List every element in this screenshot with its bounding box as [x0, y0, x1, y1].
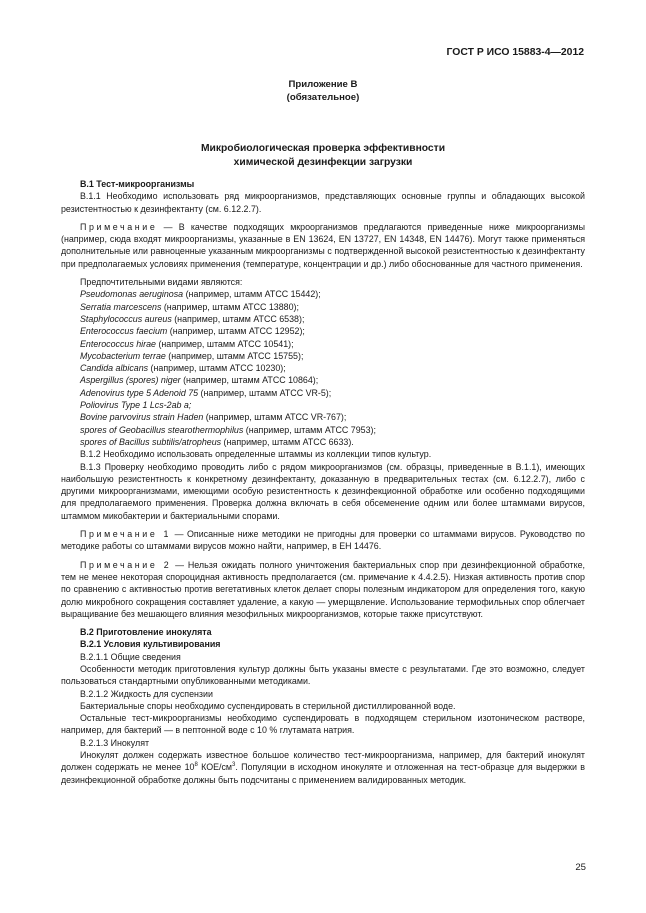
organism-name: Bovine parvovirus strain Haden — [80, 412, 204, 423]
organism-strain: (например, штамм АТСС 6633). — [221, 436, 354, 447]
list-item — [61, 350, 585, 362]
note-label: Примечание — [80, 221, 158, 232]
standard-code: ГОСТ Р ИСО 15883-4—2012 — [446, 47, 584, 58]
list-item — [61, 411, 585, 423]
document-body — [61, 178, 585, 786]
note-2-text: — Нельзя ожидать полного уничтожения бактериальных спор при дезинфекционной обработке, тем не менее некоторая спороцидная активность предполагается (см. примечание к 4.4.2.5). Низкая активность против спор по сравнению с активностью против вегетативных клеток делает споры полезным индикатором для определения того, какую долю микробного сокращения составляет удаление, а какую — умерщвление. Использование термофильных спор облегчает выращивание без мешающего влияния мезофильных микроорганизмов, которые также присутствуют. — [61, 559, 585, 619]
organism-name: Candida albicans — [80, 363, 149, 374]
organism-name: spores of Geobacillus stearothermophilus — [80, 424, 244, 435]
organism-name: Aspergillus (spores) niger — [80, 375, 181, 386]
list-item — [61, 399, 585, 411]
organism-strain: (например, штамм АТСС 15755); — [165, 350, 304, 361]
paragraph-b2-1-1: Особенности методик приготовления культур должны быть указаны вместе с результатами. Где это возможно, следует пользоваться стандартными опубликованными методиками. — [61, 663, 585, 687]
list-item — [61, 424, 585, 436]
paragraph-b2-1-2-a: Бактериальные споры необходимо суспендировать в стерильной дистиллированной воде. — [80, 700, 456, 711]
list-item — [61, 325, 585, 337]
annex-title: Приложение В — [288, 79, 358, 90]
organism-name: Enterococcus faecium — [80, 326, 168, 337]
section-title-line2: химической дезинфекции загрузки — [233, 157, 413, 168]
heading-b1: В.1 Тест-микроорганизмы — [80, 179, 195, 189]
organism-strain: (например, штамм АТСС 10864); — [180, 375, 319, 386]
paragraph-b2-1-2-b: Остальные тест-микроорганизмы необходимо суспендировать в подходящем стерильном изотоническом растворе, например, для бактерий — в пептонной воде с 10 % глутамата натрия. — [61, 713, 585, 736]
organism-strain: (например, штамм АТСС VR-767); — [203, 412, 347, 423]
organism-name: Enterococcus hirae — [80, 338, 156, 349]
inoculum-text-b: КОЕ/см — [197, 762, 233, 773]
organism-strain: (например, штамм АТСС 12952); — [167, 326, 305, 337]
exponent-8: 8 — [194, 762, 198, 769]
inoculum-text-a: Инокулят должен содержать известное большое количество тест-микроорганизма, например, для бактерий инокулят должен содержать не менее 10 — [61, 750, 585, 773]
note-1-text: — Описанные ниже методики не пригодны для проверки со штаммами вирусов. Руководство по методике работы со штаммами вирусов можно найти, например, в ЕН 14476. — [61, 529, 585, 552]
organism-strain: (например, штамм АТСС VR-5); — [198, 387, 332, 398]
paragraph-b1-2: В.1.2 Необходимо использовать определенные штаммы из коллекции типов культур. — [80, 449, 432, 460]
organism-strain: (например, штамм АТСС 15442); — [183, 289, 321, 300]
page-number: 25 — [575, 862, 586, 873]
exponent-3: 3 — [232, 762, 236, 769]
organism-name: Poliovirus Type 1 Lcs-2ab a; — [80, 400, 192, 411]
organism-name: Pseudomonas aeruginosa — [80, 289, 184, 300]
heading-b2-1: В.2.1 Условия культивирования — [80, 639, 221, 650]
organism-list — [61, 288, 585, 448]
paragraph-b1-3: В.1.3 Проверку необходимо проводить либо с рядом микроорганизмов (см. образцы, приведенные в В.1.1), имеющих наибольшую резистентность к конкретному дезинфектанту, доказанную в предварительных тестах (см. 6.12.2.7), либо с другими микроорганизмами, имеющими особую резистентность к дезинфекционной обработке или особенно подходящими для предполагаемого применения. Проверка должна включать в себя обсеменение одним или более штаммами вирусов, штаммом микобактерии и бактериальными спорами. — [61, 461, 585, 521]
note-b1 — [61, 221, 585, 270]
list-item — [61, 374, 585, 386]
list-item — [61, 387, 585, 399]
organism-name: spores of Bacillus subtilis/atropheus — [80, 436, 222, 447]
paragraph-b2-1-3 — [61, 749, 585, 786]
organism-name: Staphylococcus aureus — [80, 313, 172, 324]
organism-name: Mycobacterium terrae — [80, 350, 166, 361]
heading-b2-1-2: В.2.1.2 Жидкость для суспензии — [80, 688, 213, 699]
annex-heading — [0, 79, 646, 104]
list-item — [61, 338, 585, 350]
paragraph-b1-1: В.1.1 Необходимо использовать ряд микроорганизмов, представляющих основные группы и обладающих высокой резистентностью к дезинфектанту (см. 6.12.2.7). — [61, 191, 585, 214]
organism-strain: (например, штамм АТСС 13880); — [161, 301, 299, 312]
list-item — [61, 436, 585, 448]
list-item — [61, 288, 585, 300]
organism-strain: (например, штамм АТСС 10230); — [148, 363, 286, 374]
organism-strain: (например, штамм АТСС 10541); — [155, 338, 294, 349]
section-title-line1: Микробиологическая проверка эффективности — [200, 143, 446, 154]
preferred-intro: Предпочтительными видами являются: — [80, 277, 243, 288]
note-text: — В качестве подходящих мкроорганизмов предлагаются приведенные ниже микроорганизмы (например, сюда входят микроорганизмы, указанные в EN 13624, EN 13727, EN 14348, EN 14476). Могут также применяться дополнительные или равноценные указанным микроорганизмы с подтвержденной высокой резистентностью к дезинфектанту при предполагаемых условиях применения (температуре, концентрации и др.) либо обоснованные для частного применения. — [61, 221, 585, 269]
heading-b2-1-1: В.2.1.1 Общие сведения — [80, 651, 181, 662]
list-item — [61, 362, 585, 374]
heading-b2: В.2 Приготовление инокулята — [80, 627, 212, 638]
inoculum-text-c: . Популяции в исходном инокуляте и отложенная на тест-образце для выдержки в дезинфекционной обработке должны быть подсчитаны с применением валидированных методик. — [61, 762, 585, 785]
organism-strain: (например, штамм АТСС 7953); — [243, 424, 376, 435]
note-2 — [61, 559, 585, 620]
heading-b2-1-3: В.2.1.3 Инокулят — [80, 737, 150, 748]
note-1 — [61, 528, 585, 553]
list-item — [61, 313, 585, 325]
organism-strain: (например, штамм АТСС 6538); — [171, 313, 305, 324]
note-2-label: Примечание 2 — [80, 559, 172, 570]
note-1-label: Примечание 1 — [80, 529, 172, 540]
organism-name: Serratia marcescens — [80, 301, 162, 312]
list-item — [61, 301, 585, 313]
annex-subtitle: (обязательное) — [286, 91, 360, 103]
section-title — [0, 142, 646, 170]
organism-name: Adenovirus type 5 Adenoid 75 — [80, 387, 199, 398]
